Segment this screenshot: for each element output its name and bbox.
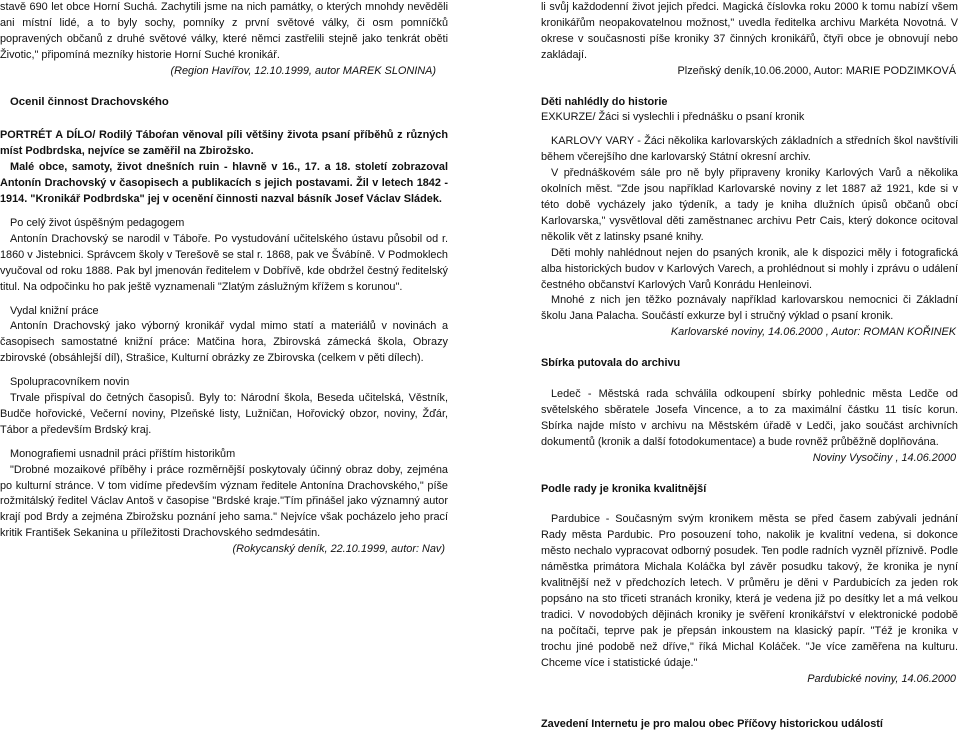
intro-signature: (Region Havířov, 12.10.1999, autor MAREK SLONINA) [170, 64, 436, 77]
sbirka-title: Sbírka putovala do archivu [541, 357, 681, 370]
deti-paragraph-4: Mnohé z nich jen těžko poznávaly například karlovarskou nemocnici či Základní školu Jana Palacha. Součástí exkurze byl i stručný výklad o psaní kronik. [541, 294, 958, 323]
pedagog-subtitle: Po celý život úspěšným pedagogem [10, 216, 185, 229]
article-heading: Ocenil činnost Drachovského [10, 95, 169, 108]
intro-text: stavě 690 let obce Horní Suchá. Zachytili jsme na nich památky, o kterých mnohdy nevěděli ani místní lidé, a to byly sochy, pomníky z první světové války, či osm pomníčků popravených občanů z druhé světové války, které němci zastřelili stejně jako tenkrát oběti Životic," připomíná mezníky historie Horní Suché kronikář. [0, 1, 448, 61]
deti-paragraph-3: Děti mohly nahlédnout nejen do psaných kronik, ale k dispozici měly i fotografická alba historických budov v Karlových Varech, a prohlédnout si mohly i zprávu o událení čestného občanství Karlových Varů Konrádu Henleinovi. [541, 246, 958, 291]
deti-paragraph-2: V přednáškovém sále pro ně byly připraveny kroniky Karlových Varů a několika okolních měst. "Zde jsou například Karlovarské noviny z let 1887 až 1921, kde si v této době vycházely jako týdeník, a tady je kniha dlužních úpisů občanů obcí Karlovarska," vysvětloval děti zaměstnanec archivu Petr Cais, který dokonce ocitoval několik vět z latinsky psané knihy. [541, 167, 958, 243]
left-column [0, 0, 448, 558]
monografie-subtitle: Monografiemi usnadnil práci příštím historikům [10, 447, 236, 460]
archiv-text: li svůj každodenní život jejich předci. Magická číslovka roku 2000 k tomu nabízí všem kronikářům neopakovatelnou možnost," uvedla ředitelka archivu Markéta Novotná. V okrese v současnosti píše kroniky 37 činných kronikářů, čtyři obce je obnovují nebo zakládají. [541, 1, 958, 61]
spolupracovnik-subtitle: Spolupracovníkem novin [10, 376, 130, 389]
pardubice-signature: Pardubické noviny, 14.06.2000 [807, 672, 956, 685]
vydal-subtitle: Vydal knižní práce [10, 304, 99, 317]
deti-subtitle: EXKURZE/ Žáci si vyslechli i přednášku o psaní kronik [541, 111, 805, 124]
deti-paragraph-1: KARLOVY VARY - Žáci několika karlovarských základních a středních škol navštívili během včerejšího dne karlovarský Státní okresní archiv. [541, 135, 958, 164]
deti-signature: Karlovarské noviny, 14.06.2000 , Autor: ROMAN KOŘINEK [670, 326, 956, 339]
right-column [541, 0, 958, 733]
monografie-text: "Drobné mozaikové příběhy i práce rozměrnější poskytovaly účinný obraz doby, zejména po kulturní stránce. V tom vidíme především význam ředitele Antonína Drachovského," píše rožmitálský ředitel Václav Antoš v časopise "Brdské kraje."Tím přinášel jako významný autor krají pod Brdy a zejména Zbirožsku poznání jeho sama." Nejvíce však pocházelo jeho prací kritik František Sekanina u příležitosti Drachovského sedmdesátin. [0, 463, 448, 540]
spolupracovnik-text: Trvale přispíval do četných časopisů. Byly to: Národní škola, Beseda učitelská, Věstník, Budče hořovické, Večerní noviny, Plzeňské listy, Lužničan, Hořovický obzor, noviny, Žďár, Tábor a především Brdský kraj. [0, 392, 448, 436]
pedagog-text: Antonín Drachovský se narodil v Táboře. Po vystudování učitelského ústavu působil od r. 1860 v Jistebnici. Správcem školy v Terešově se stal r. 1868, pak ve Švábíně. V Podmoklech vyučoval od roku 1888. Pak byl jmenován ředitelem v Dobřívě, kde obdržel čestný ředitelský titul. Na odpočinku ho pak ještě vyznamenali "Zlatým záslužným křížem s korunou". [0, 232, 448, 293]
sbirka-signature: Noviny Vysočiny , 14.06.2000 [812, 451, 956, 464]
pardubice-text: Pardubice - Současným svým kronikem města se před časem zabývali jednání Rady města Pardubic. Pro posouzení toho, nakolik je kvalitní vedena, si dokonce město nechalo vypracovat odborný posudek. Ten podle radních vyzněl příznivě. Podle náměstka primátora Michala Koláčka byl závěr posudku takový, že kronika je nyní kvalitnější než v předchozích letech. V průměru je děni v Pardubicích za jeden rok popsáno na sto třiceti stranách kroniky, která je vedena již po desítky let a má velkou tradici. V novodobých dějinách kroniky je svěření kronikářství v elektronické podobě na počítači, teprve pak je přepsán inkoustem na klasický papír. "Též je kronika v trochu jiné podobě než dříve," říká Michal Koláček. "Je více zaměřena na kulturu. Chceme více i statistické údaje." [541, 513, 958, 669]
portret-body: Malé obce, samoty, život dnešních ruin - hlavně v 16., 17. a 18. století zobrazoval Antonín Drachovský v časopisech a publikacích s jejich postavami. Žil v letech 1842 - 1914. "Kronikář Podbrdska" jej v ocenění činnosti nazval básník Josef Václav Sládek. [0, 161, 448, 206]
deti-title: Děti nahlédly do historie [541, 95, 668, 108]
monografie-signature: (Rokycanský deník, 22.10.1999, autor: Nav) [232, 543, 445, 556]
pardubice-title: Podle rady je kronika kvalitnější [541, 482, 707, 495]
internet-title: Zavedení Internetu je pro malou obec Příčovy historickou událostí [541, 718, 883, 731]
portret-lead: PORTRÉT A DÍLO/ Rodilý Táboŕan věnoval píli většiny života psaní příběhů z různých míst Podbrdska, nejvíce se zaměřil na Zbirožsko. [0, 129, 448, 158]
archiv-signature: Plzeňský deník,10.06.2000, Autor: MARIE PODZIMKOVÁ [677, 64, 956, 77]
vydal-text: Antonín Drachovský jako výborný kronikář vydal mimo statí a materiálů v novinách a časopisech samostatné knižní práce: Matčina hora, Zbirovská zámecká škola, Obrazy zbirovské (obsáhlejší díl), Strašice, Kulturní obrázky ze Zbirovska (celkem v pěti dílech). [0, 320, 448, 365]
sbirka-text: Ledeč - Městská rada schválila odkoupení sbírky pohlednic města Ledče od světelského sběratele Josefa Vincence, a to za maximální částku 11 tisíc korun. Sbírka najde místo v archivu na Městském úřadě v Ledči, jako součást archivních dokumentů (kronik a další fotodokumentace) a bude rovněž průběžně doplňována. [541, 388, 958, 448]
